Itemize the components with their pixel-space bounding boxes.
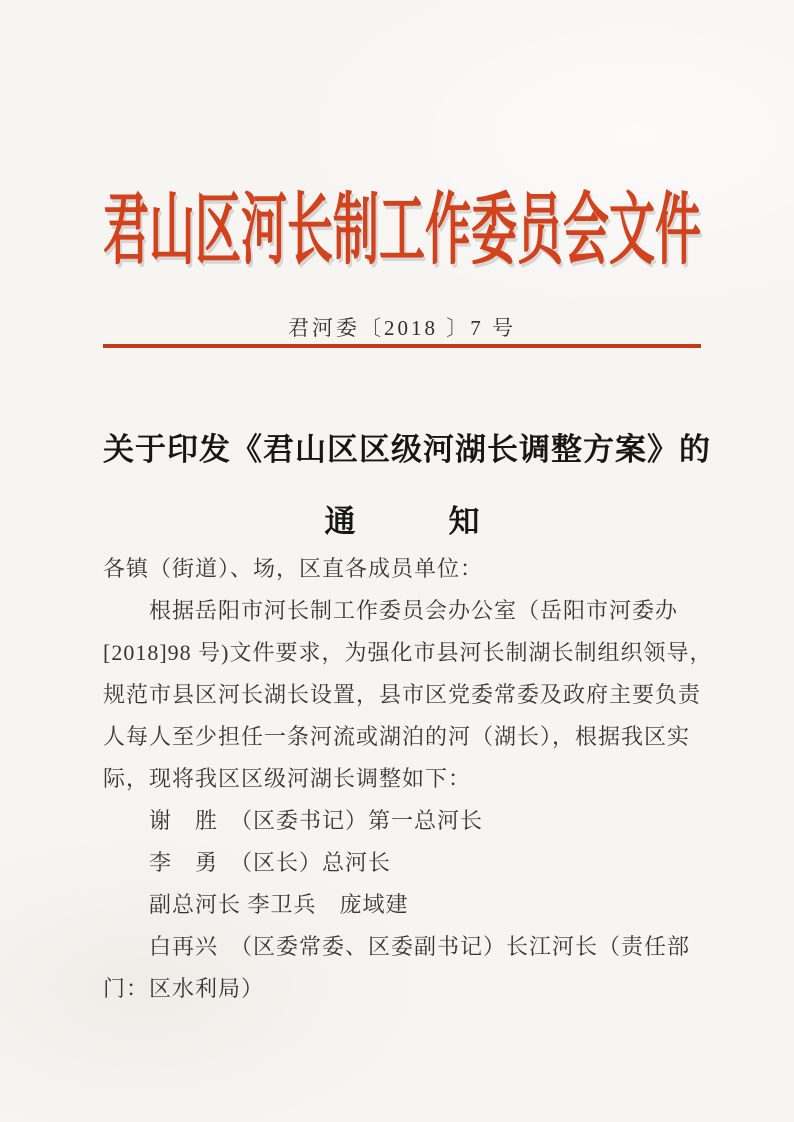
body-line: 门：区水利局） [103,976,265,1001]
body-line: 人每人至少担任一条河流或湖泊的河（湖长），根据我区实 [103,724,691,749]
document-number: 君河委〔2018 〕7 号 [288,316,516,340]
red-divider-line [103,344,701,348]
document-header-title: 君山区河长制工作委员会文件 [103,186,701,274]
body-line-chief-3: 副总河长 李卫兵 庞域建 [149,892,409,917]
body-line-salutation: 各镇（街道）、场，区直各成员单位： [103,556,484,581]
body-line: [2018]98 号)文件要求，为强化市县河长制湖长制组织领导， [103,640,713,665]
body-line-chief-2: 李 勇 （区长）总河长 [149,850,392,875]
body-line-chief-4: 白再兴 （区委常委、区委副书记）长江河长（责任部 [149,934,691,959]
document-title-line2: 通 知 [324,504,480,539]
body-line-chief-1: 谢 胜 （区委书记）第一总河长 [149,808,484,833]
document-title-line1: 关于印发《君山区区级河湖长调整方案》的 [103,432,711,467]
body-line: 规范市县区河长湖长设置，县市区党委常委及政府主要负责 [103,682,702,707]
document-body [103,548,713,1010]
document-title [103,424,711,541]
body-line: 根据岳阳市河长制工作委员会办公室（岳阳市河委办 [149,598,679,623]
body-line: 际，现将我区区级河湖长调整如下： [103,766,472,791]
